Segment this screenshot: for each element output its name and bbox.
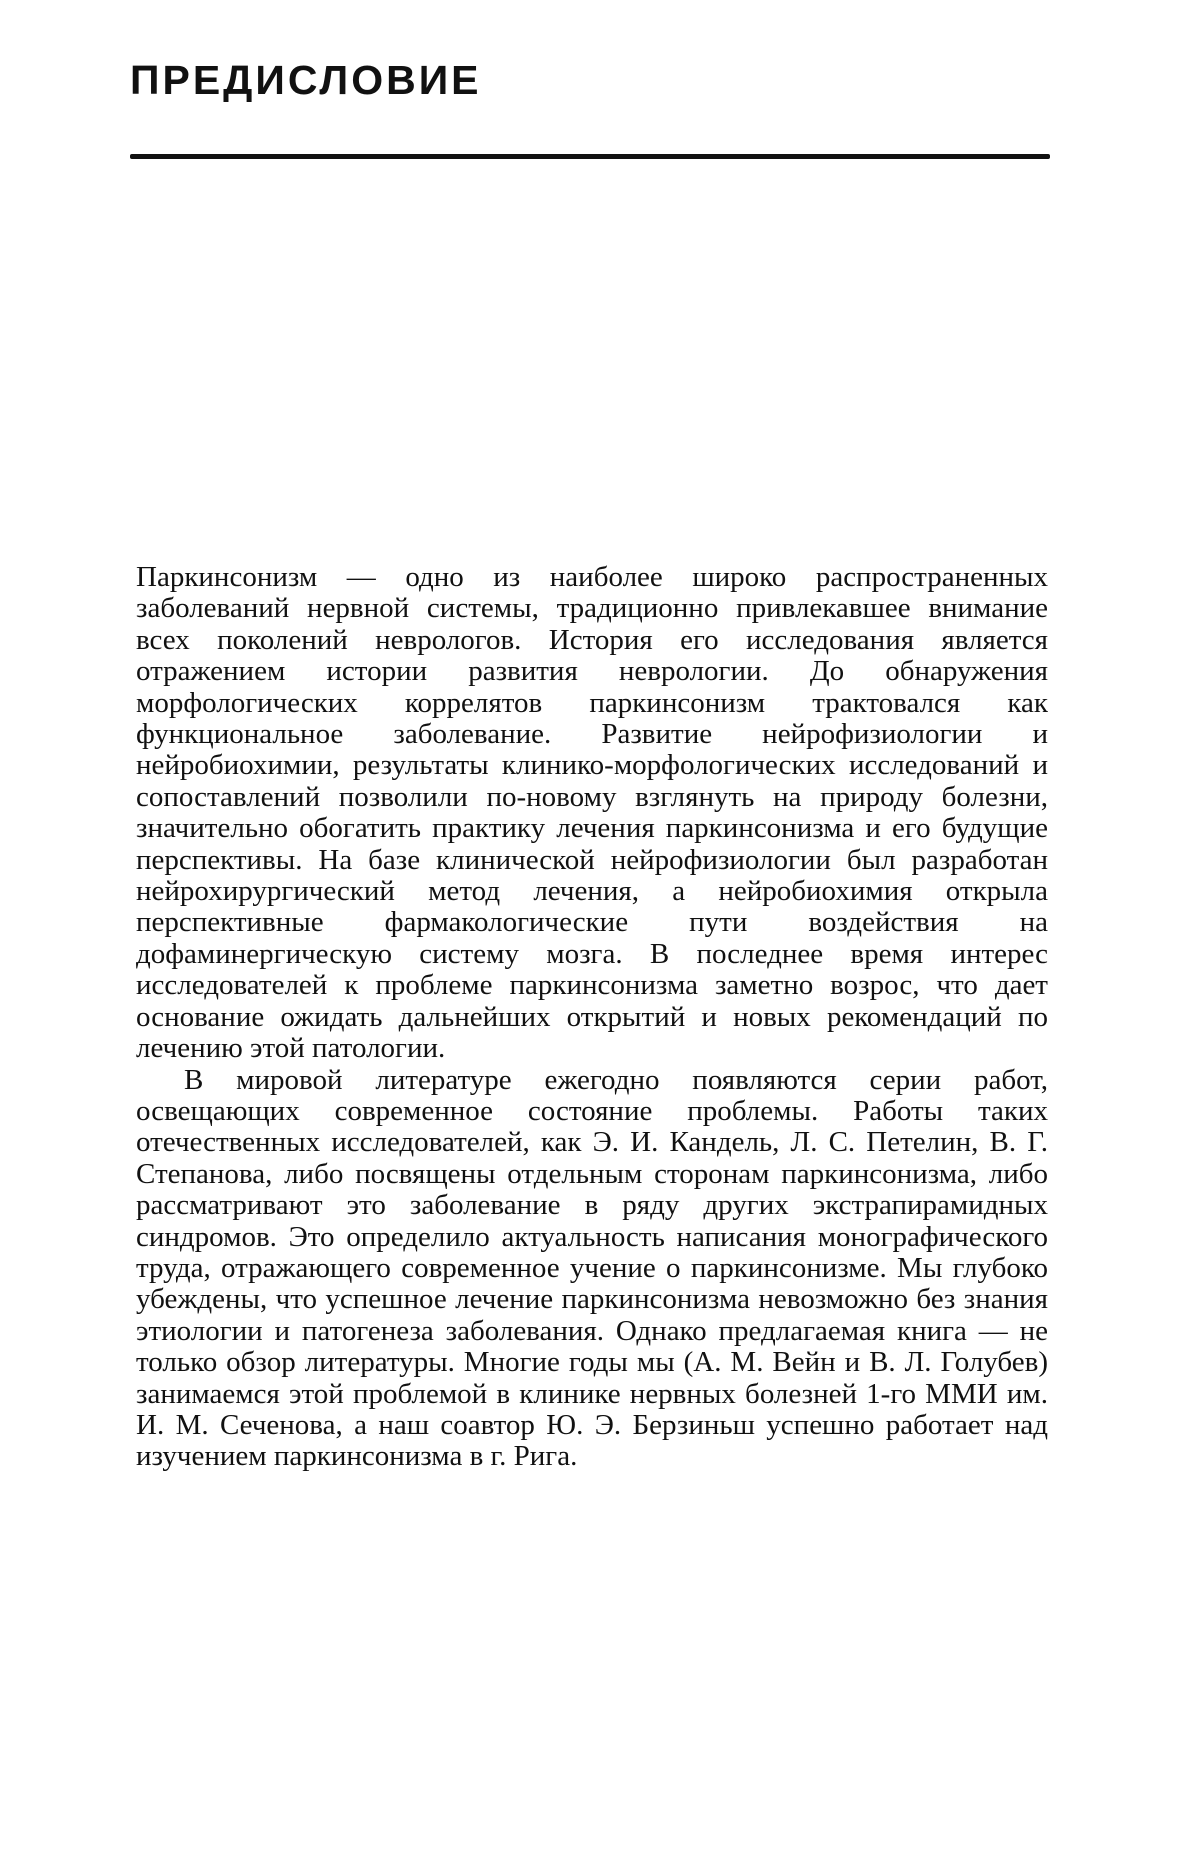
paragraph-2: В мировой литературе ежегодно появляются серии работ, освещающих современное состояние проблемы. Работы таких отечественных исследователей, как Э. И. Кандель, Л. С. Петелин, В. Г. Степанова, либо посвящены отдельным сторонам паркинсонизма, либо рассматривают это заболевание в ряду других экстрапирамидных синдромов. Это определило актуальность написания монографического труда, отражающего современное учение о паркинсонизме. Мы глубоко убеждены, что успешное лечение паркинсонизма невозможно без знания этиологии и патогенеза заболевания. Однако предлагаемая книга — не только обзор литературы. Многие годы мы (А. М. Вейн и В. Л. Голубев) занимаемся этой проблемой в клинике нервных болезней 1-го ММИ им. И. М. Сеченова, а наш соавтор Ю. Э. Берзиньш успешно работает над изучением паркинсонизма в г. Рига. <box>136 1063 1048 1473</box>
body-text <box>136 562 1048 1473</box>
page-heading: ПРЕДИСЛОВИЕ <box>130 57 482 103</box>
heading-rule <box>130 154 1050 159</box>
paragraph-1: Паркинсонизм — одно из наиболее широко распространенных заболеваний нервной системы, традиционно привлекавшее внимание всех поколений неврологов. История его исследования является отражением истории развития неврологии. До обнаружения морфологических коррелятов паркинсонизм трактовался как функциональное заболевание. Развитие нейрофизиологии и нейробиохимии, результаты клинико-морфологических исследований и сопоставлений позволили по-новому взглянуть на природу болезни, значительно обогатить практику лечения паркинсонизма и его будущие перспективы. На базе клинической нейрофизиологии был разработан нейрохирургический метод лечения, а нейробиохимия открыла перспективные фармакологические пути воздействия на дофаминергическую систему мозга. В последнее время интерес исследователей к проблеме паркинсонизма заметно возрос, что дает основание ожидать дальнейших открытий и новых рекомендаций по лечению этой патологии. <box>136 561 1048 1065</box>
